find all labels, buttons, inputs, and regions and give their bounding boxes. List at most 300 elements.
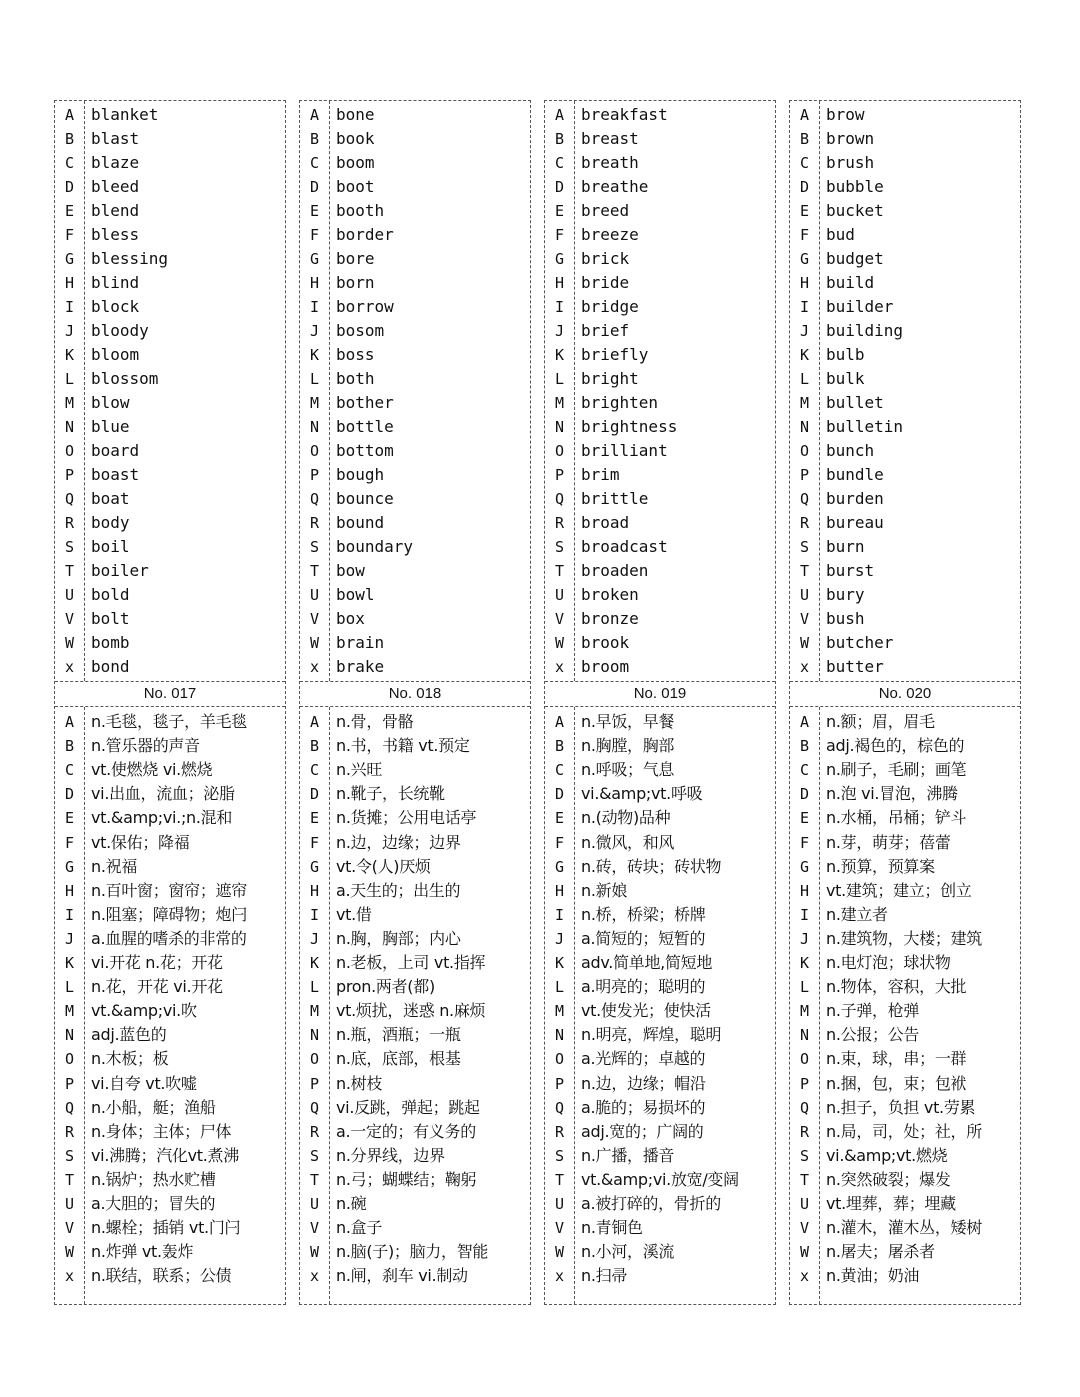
row-letter: T <box>799 1170 810 1189</box>
row-letter: P <box>64 1074 75 1093</box>
word-text: bulb <box>826 345 865 364</box>
word-text: breed <box>581 201 630 220</box>
definition-row <box>790 1072 1020 1096</box>
definition-row <box>300 999 530 1023</box>
word-row <box>300 415 530 439</box>
definition-text: n.砖，砖块；砖状物 <box>581 856 722 876</box>
row-letter: M <box>64 394 75 412</box>
word-row <box>545 391 775 415</box>
row-letter: H <box>64 274 75 292</box>
definition-text: vt.借 <box>336 904 372 924</box>
word-text: broaden <box>581 561 649 580</box>
word-row <box>55 463 285 487</box>
word-text: bottle <box>336 417 394 436</box>
row-letter: L <box>554 978 565 997</box>
definition-text: n.建立者 <box>826 904 888 924</box>
row-letter: P <box>554 1074 565 1093</box>
definition-row <box>790 758 1020 782</box>
row-letter: W <box>799 634 810 652</box>
row-letter: K <box>554 954 565 972</box>
word-text: bounce <box>336 489 394 508</box>
word-text: brook <box>581 633 630 652</box>
definition-text: n.呼吸；气息 <box>581 760 675 780</box>
row-letter: O <box>799 442 810 460</box>
word-row <box>55 487 285 511</box>
word-row <box>300 367 530 391</box>
row-letter: O <box>554 1050 565 1069</box>
definition-text: n.联结，联系；公债 <box>91 1266 232 1286</box>
row-letter: E <box>554 202 565 220</box>
word-text: burst <box>826 561 875 580</box>
row-letter: G <box>309 250 320 268</box>
word-text: board <box>91 441 140 460</box>
word-text: bulletin <box>826 417 904 436</box>
row-letter: C <box>309 761 320 780</box>
definition-text: n.灌木，灌木丛，矮树 <box>826 1218 982 1238</box>
definition-row <box>545 927 775 951</box>
row-letter: W <box>554 634 565 652</box>
row-letter: E <box>554 809 565 828</box>
row-letter: R <box>554 514 565 532</box>
row-letter: I <box>554 298 565 316</box>
definition-row <box>545 1168 775 1192</box>
row-letter: I <box>799 905 810 924</box>
panel-number: No. 020 <box>790 681 1020 707</box>
row-letter: x <box>309 1267 320 1286</box>
word-text: body <box>91 513 130 532</box>
definition-row <box>545 903 775 927</box>
row-letter: I <box>799 298 810 316</box>
definition-text: n.边，边缘；帽沿 <box>581 1073 706 1093</box>
definition-text: vt.烦扰，迷惑 n.麻烦 <box>336 1001 486 1021</box>
definition-row <box>790 951 1020 975</box>
word-row <box>300 199 530 223</box>
row-letter: B <box>799 737 810 756</box>
definition-text: vt.令(人)厌烦 <box>336 856 431 876</box>
definition-row <box>790 831 1020 855</box>
row-letter: P <box>64 466 75 484</box>
word-row <box>300 655 530 679</box>
row-letter: V <box>64 1219 75 1238</box>
definition-text: n.小河，溪流 <box>581 1242 675 1262</box>
word-text: brow <box>826 105 865 124</box>
word-list <box>545 101 775 681</box>
word-row <box>790 199 1020 223</box>
row-letter: T <box>554 562 565 580</box>
word-text: brief <box>581 321 630 340</box>
definition-row <box>545 782 775 806</box>
row-letter: C <box>554 761 565 780</box>
word-text: brightness <box>581 417 678 436</box>
row-letter: F <box>64 226 75 244</box>
word-row <box>55 631 285 655</box>
word-row <box>300 295 530 319</box>
word-row <box>55 175 285 199</box>
word-text: brown <box>826 129 875 148</box>
definition-text: n.炸弹 vt.轰炸 <box>91 1242 194 1262</box>
word-row <box>300 391 530 415</box>
row-letter: K <box>64 346 75 364</box>
word-row <box>55 535 285 559</box>
word-row <box>790 607 1020 631</box>
word-text: building <box>826 321 904 340</box>
row-letter: E <box>309 809 320 828</box>
row-letter: I <box>554 905 565 924</box>
word-text: brick <box>581 249 630 268</box>
row-letter: A <box>64 106 75 124</box>
word-row <box>300 535 530 559</box>
definition-row <box>300 1264 530 1288</box>
word-row <box>545 559 775 583</box>
row-letter: M <box>64 1002 75 1021</box>
row-letter: P <box>799 466 810 484</box>
word-row <box>790 391 1020 415</box>
word-row <box>55 655 285 679</box>
row-letter: V <box>799 1219 810 1238</box>
definition-row <box>55 734 285 758</box>
definition-text: n.边，边缘；边界 <box>336 832 461 852</box>
word-text: builder <box>826 297 894 316</box>
definition-row <box>790 734 1020 758</box>
word-row <box>300 559 530 583</box>
definition-text: a.被打碎的，骨折的 <box>581 1194 721 1213</box>
definition-row <box>790 1096 1020 1120</box>
definition-text: n.锅炉；热水贮槽 <box>91 1169 216 1189</box>
row-letter: W <box>309 1243 320 1262</box>
definition-row <box>55 1120 285 1144</box>
row-letter: V <box>309 610 320 628</box>
word-text: bridge <box>581 297 639 316</box>
definition-row <box>545 1072 775 1096</box>
word-text: boil <box>91 537 130 556</box>
word-text: blessing <box>91 249 169 268</box>
definition-row <box>790 1023 1020 1047</box>
word-row <box>545 439 775 463</box>
row-letter: V <box>554 1219 565 1238</box>
word-text: bosom <box>336 321 385 340</box>
definition-row <box>545 1144 775 1168</box>
word-row <box>300 463 530 487</box>
definition-text: n.胸膛，胸部 <box>581 736 675 756</box>
word-row <box>55 151 285 175</box>
word-text: breath <box>581 153 639 172</box>
definition-text: n.刷子，毛刷；画笔 <box>826 760 967 780</box>
definition-row <box>300 1216 530 1240</box>
row-letter: x <box>309 658 320 676</box>
definition-row <box>55 999 285 1023</box>
definition-text: n.花，开花 vi.开花 <box>91 977 223 997</box>
definition-text: n.靴子，长统靴 <box>336 784 445 804</box>
row-letter: U <box>309 586 320 604</box>
word-text: breakfast <box>581 105 668 124</box>
word-text: booth <box>336 201 385 220</box>
definition-text: n.阻塞；障碍物；炮闩 <box>91 904 247 924</box>
word-text: bone <box>336 105 375 124</box>
row-letter: H <box>554 274 565 292</box>
row-letter: G <box>799 250 810 268</box>
word-row <box>55 247 285 271</box>
row-letter: U <box>309 1195 320 1213</box>
definition-text: vi.&amp;vt.呼吸 <box>581 784 703 804</box>
row-letter: D <box>64 178 75 196</box>
word-text: box <box>336 609 365 628</box>
row-letter: A <box>799 106 810 124</box>
word-text: bless <box>91 225 140 244</box>
word-row <box>545 655 775 679</box>
word-text: boot <box>336 177 375 196</box>
definition-row <box>545 1192 775 1216</box>
word-text: boss <box>336 345 375 364</box>
row-letter: E <box>64 202 75 220</box>
word-text: bother <box>336 393 394 412</box>
definition-text: n.木板；板 <box>91 1049 169 1069</box>
row-letter: E <box>799 202 810 220</box>
word-row <box>545 271 775 295</box>
word-text: bubble <box>826 177 884 196</box>
row-letter: L <box>309 978 320 997</box>
word-text: brittle <box>581 489 649 508</box>
word-text: brush <box>826 153 875 172</box>
word-row <box>790 415 1020 439</box>
definition-text: vi.&amp;vt.燃烧 <box>826 1145 948 1165</box>
row-letter: x <box>64 1267 75 1286</box>
word-row <box>545 151 775 175</box>
row-letter: F <box>64 833 75 852</box>
word-text: boat <box>91 489 130 508</box>
definition-row <box>545 831 775 855</box>
row-letter: B <box>309 130 320 148</box>
word-row <box>300 487 530 511</box>
definition-text: a.血腥的嗜杀的非常的 <box>91 928 247 948</box>
word-row <box>790 487 1020 511</box>
definition-text: a.天生的；出生的 <box>336 880 461 900</box>
row-letter: S <box>799 1146 810 1165</box>
row-letter: W <box>309 634 320 652</box>
definition-row <box>300 806 530 830</box>
word-row <box>790 367 1020 391</box>
row-letter: G <box>64 250 75 268</box>
row-letter: U <box>554 1195 565 1213</box>
word-text: bud <box>826 225 855 244</box>
definition-text: vi.自夸 vt.吹嘘 <box>91 1073 197 1093</box>
definition-text: a.光辉的；卓越的 <box>581 1049 706 1069</box>
word-text: brain <box>336 633 385 652</box>
definition-text: n.捆，包，束；包袱 <box>826 1073 967 1093</box>
word-text: bond <box>91 657 130 676</box>
word-row <box>300 583 530 607</box>
definition-text: n.屠夫；屠杀者 <box>826 1242 935 1262</box>
word-row <box>55 127 285 151</box>
definition-row <box>300 1047 530 1071</box>
definition-row <box>300 1168 530 1192</box>
word-text: butcher <box>826 633 894 652</box>
word-row <box>790 175 1020 199</box>
definition-row <box>790 999 1020 1023</box>
definition-text: n.分界线，边界 <box>336 1145 445 1165</box>
definition-text: n.弓；蝴蝶结；鞠躬 <box>336 1169 477 1189</box>
word-text: brighten <box>581 393 659 412</box>
definition-row <box>300 975 530 999</box>
definition-text: n.额；眉，眉毛 <box>826 712 935 731</box>
definition-row <box>55 1047 285 1071</box>
row-letter: D <box>64 785 75 804</box>
word-text: blind <box>91 273 140 292</box>
definition-text: vt.保佑；降福 <box>91 832 190 852</box>
row-letter: H <box>309 881 320 900</box>
definition-text: n.祝福 <box>91 856 138 876</box>
row-letter: I <box>64 298 75 316</box>
row-letter: B <box>554 737 565 756</box>
word-row <box>545 487 775 511</box>
row-letter: U <box>799 1195 810 1213</box>
row-letter: C <box>799 154 810 172</box>
word-row <box>545 415 775 439</box>
row-letter: K <box>309 954 320 972</box>
word-text: bronze <box>581 609 639 628</box>
row-letter: U <box>64 586 75 604</box>
word-row <box>300 271 530 295</box>
definition-row <box>300 879 530 903</box>
row-letter: A <box>309 106 320 124</box>
definition-text: n.螺栓；插销 vt.门闩 <box>91 1218 241 1238</box>
word-text: brim <box>581 465 620 484</box>
row-letter: O <box>64 1050 75 1069</box>
row-letter: Q <box>554 490 565 508</box>
row-letter: O <box>64 442 75 460</box>
row-letter: R <box>554 1122 565 1141</box>
definition-row <box>790 879 1020 903</box>
row-letter: T <box>64 1170 75 1189</box>
word-text: borrow <box>336 297 394 316</box>
row-letter: O <box>799 1050 810 1069</box>
definition-row <box>545 1240 775 1264</box>
word-row <box>545 583 775 607</box>
word-row <box>300 319 530 343</box>
word-row <box>300 151 530 175</box>
definition-row <box>300 1023 530 1047</box>
definition-row <box>545 806 775 830</box>
word-text: boom <box>336 153 375 172</box>
row-letter: J <box>64 929 75 948</box>
row-letter: U <box>64 1195 75 1213</box>
word-text: boast <box>91 465 140 484</box>
definition-row <box>790 855 1020 879</box>
word-row <box>545 367 775 391</box>
definition-row <box>55 1216 285 1240</box>
word-row <box>55 391 285 415</box>
word-row <box>790 319 1020 343</box>
definition-text: a.脆的；易损坏的 <box>581 1097 706 1117</box>
word-text: blossom <box>91 369 159 388</box>
row-letter: G <box>64 857 75 876</box>
word-row <box>55 295 285 319</box>
word-row <box>545 199 775 223</box>
definition-text: adj.褐色的，棕色的 <box>826 736 965 756</box>
row-letter: C <box>799 761 810 780</box>
word-text: blend <box>91 201 140 220</box>
word-row <box>790 295 1020 319</box>
definition-row <box>545 1047 775 1071</box>
definition-row <box>545 1264 775 1288</box>
definition-text: n.突然破裂；爆发 <box>826 1169 951 1189</box>
definition-text: n.小船，艇；渔船 <box>91 1097 216 1117</box>
word-text: broom <box>581 657 630 676</box>
definition-row <box>790 1047 1020 1071</box>
row-letter: T <box>799 562 810 580</box>
row-letter: Q <box>64 490 75 508</box>
row-letter: L <box>64 370 75 388</box>
definition-row <box>300 927 530 951</box>
word-text: blanket <box>91 105 159 124</box>
word-row <box>545 295 775 319</box>
row-letter: K <box>554 346 565 364</box>
definition-row <box>300 831 530 855</box>
row-letter: D <box>799 178 810 196</box>
word-list <box>790 101 1020 681</box>
word-row <box>790 247 1020 271</box>
definition-row <box>300 710 530 734</box>
definition-row <box>300 1072 530 1096</box>
definition-row <box>545 758 775 782</box>
definition-text: n.担子，负担 vt.劳累 <box>826 1097 976 1117</box>
word-text: bloody <box>91 321 149 340</box>
definition-list <box>545 707 775 1304</box>
word-row <box>300 127 530 151</box>
row-letter: F <box>309 833 320 852</box>
definition-text: n.桥，桥梁；桥牌 <box>581 904 706 924</box>
definition-text: n.泡 vi.冒泡，沸腾 <box>826 784 958 804</box>
word-text: bore <box>336 249 375 268</box>
word-text: breeze <box>581 225 639 244</box>
word-row <box>55 319 285 343</box>
row-letter: W <box>64 634 75 652</box>
row-letter: E <box>799 809 810 828</box>
definition-row <box>55 927 285 951</box>
definition-text: vt.&amp;vi.吹 <box>91 1001 197 1021</box>
word-text: burden <box>826 489 884 508</box>
definition-text: n.货摊；公用电话亭 <box>336 808 477 828</box>
definition-row <box>55 1072 285 1096</box>
definition-row <box>300 855 530 879</box>
row-letter: x <box>799 1267 810 1286</box>
word-row <box>545 607 775 631</box>
definition-text: n.微风，和风 <box>581 832 675 852</box>
definition-row <box>790 1120 1020 1144</box>
definition-text: n.胸，胸部；内心 <box>336 928 461 948</box>
row-letter: N <box>799 1026 810 1045</box>
word-row <box>300 511 530 535</box>
word-row <box>300 343 530 367</box>
definition-row <box>545 1216 775 1240</box>
word-row <box>55 223 285 247</box>
word-row <box>790 151 1020 175</box>
row-letter: S <box>309 1146 320 1165</box>
row-letter: P <box>309 1074 320 1093</box>
word-text: blow <box>91 393 130 412</box>
definition-text: adj.蓝色的 <box>91 1025 167 1045</box>
word-text: blaze <box>91 153 140 172</box>
definition-row <box>55 782 285 806</box>
word-row <box>545 463 775 487</box>
row-letter: C <box>309 154 320 172</box>
row-letter: R <box>309 514 320 532</box>
row-letter: B <box>309 737 320 756</box>
panel-number: No. 017 <box>55 681 285 707</box>
definition-row <box>790 1216 1020 1240</box>
word-text: bride <box>581 273 630 292</box>
definition-text: a.明亮的；聪明的 <box>581 977 706 997</box>
row-letter: H <box>799 881 810 900</box>
